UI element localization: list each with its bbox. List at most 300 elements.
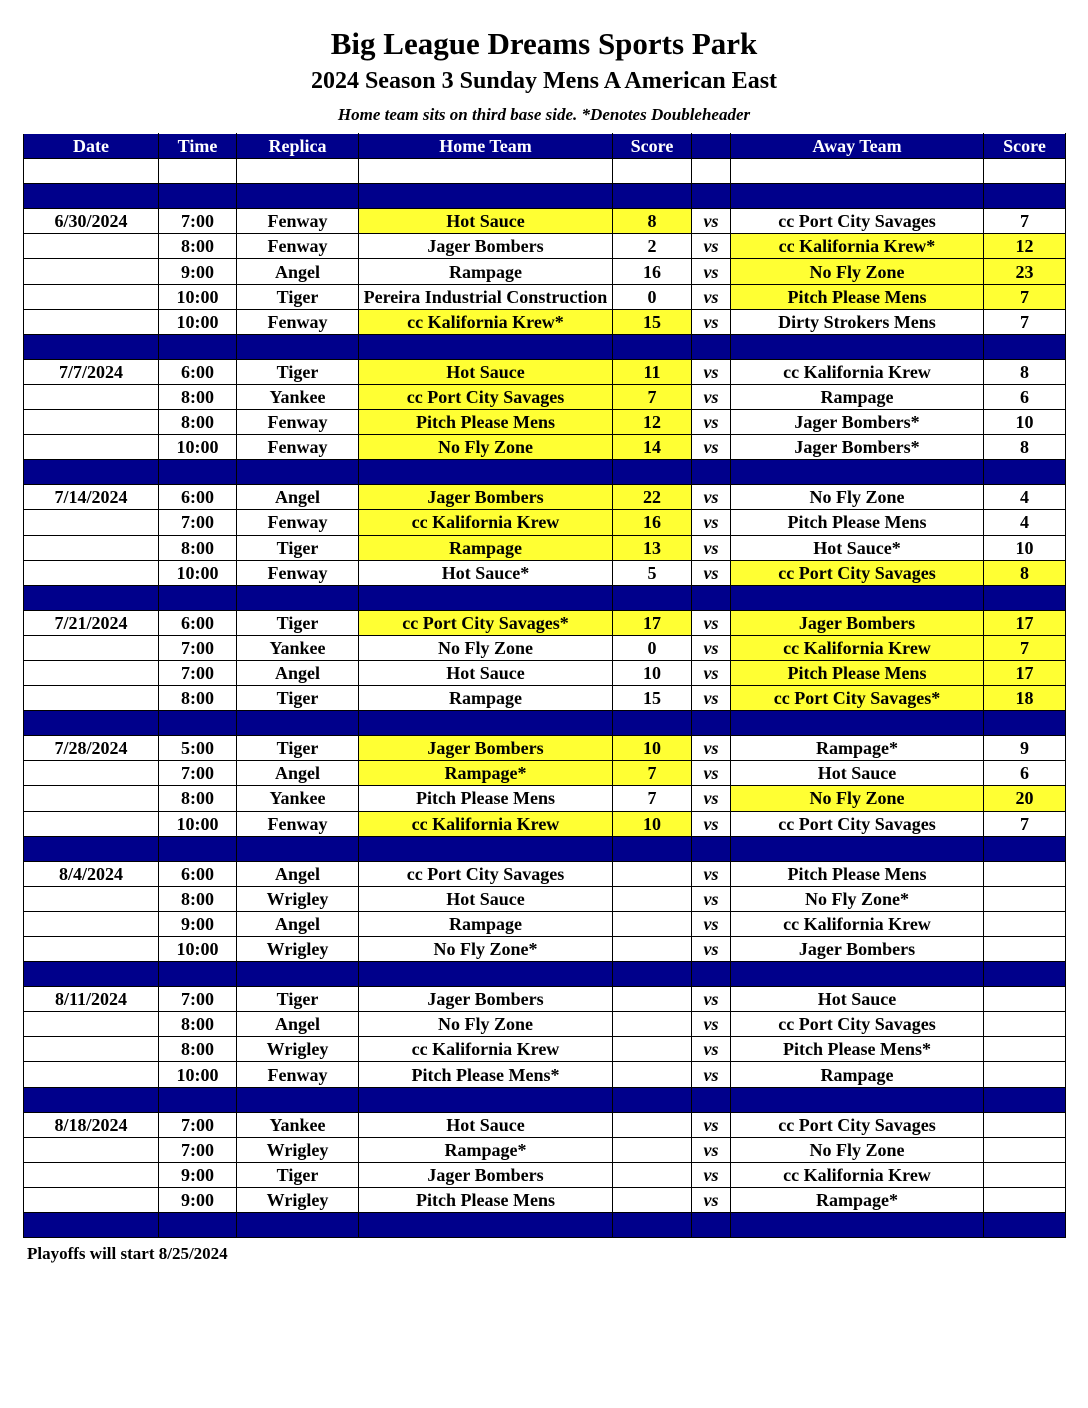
date-cell	[24, 811, 159, 836]
vs-cell: vs	[692, 635, 731, 660]
empty-cell	[237, 184, 359, 209]
vs-cell: vs	[692, 1037, 731, 1062]
game-row	[24, 1037, 1066, 1062]
game-row	[24, 560, 1066, 585]
empty-cell	[237, 334, 359, 359]
empty-cell	[613, 962, 692, 987]
vs-cell: vs	[692, 761, 731, 786]
date-cell: 7/28/2024	[24, 736, 159, 761]
empty-cell	[159, 1087, 237, 1112]
empty-cell	[731, 1213, 984, 1238]
game-row	[24, 635, 1066, 660]
time-cell: 10:00	[159, 560, 237, 585]
away-score-cell	[984, 911, 1066, 936]
replica-cell: Yankee	[237, 635, 359, 660]
date-cell: 7/14/2024	[24, 485, 159, 510]
empty-cell	[984, 1213, 1066, 1238]
away-score-cell	[984, 1012, 1066, 1037]
doubleheader-note: Home team sits on third base side. *Denotes Doubleheader	[337, 105, 751, 124]
time-cell: 10:00	[159, 1062, 237, 1087]
time-cell: 9:00	[159, 1187, 237, 1212]
home-score-cell: 15	[613, 686, 692, 711]
empty-cell	[731, 1087, 984, 1112]
separator-row	[24, 836, 1066, 861]
time-cell: 8:00	[159, 786, 237, 811]
empty-cell	[731, 184, 984, 209]
away-team-cell: cc Port City Savages	[731, 560, 984, 585]
home-score-cell	[613, 861, 692, 886]
away-score-cell: 7	[984, 635, 1066, 660]
schedule-table	[23, 133, 1066, 1238]
empty-cell	[359, 962, 613, 987]
date-cell	[24, 886, 159, 911]
replica-cell: Angel	[237, 485, 359, 510]
empty-cell	[692, 585, 731, 610]
col-home-score: Score	[613, 134, 692, 159]
col-date: Date	[24, 134, 159, 159]
time-cell: 6:00	[159, 359, 237, 384]
replica-cell: Wrigley	[237, 1137, 359, 1162]
home-team-cell: Jager Bombers	[359, 987, 613, 1012]
home-score-cell	[613, 886, 692, 911]
date-cell	[24, 384, 159, 409]
empty-cell	[692, 1087, 731, 1112]
game-row	[24, 384, 1066, 409]
away-score-cell: 7	[984, 209, 1066, 234]
date-cell	[24, 786, 159, 811]
empty-cell	[159, 334, 237, 359]
away-team-cell: Hot Sauce*	[731, 535, 984, 560]
replica-cell: Tiger	[237, 610, 359, 635]
date-cell	[24, 686, 159, 711]
empty-cell	[613, 334, 692, 359]
empty-cell	[731, 460, 984, 485]
empty-cell	[237, 159, 359, 184]
game-row	[24, 610, 1066, 635]
game-row	[24, 1012, 1066, 1037]
home-score-cell	[613, 911, 692, 936]
home-team-cell: Jager Bombers	[359, 1162, 613, 1187]
empty-cell	[731, 711, 984, 736]
time-cell: 10:00	[159, 811, 237, 836]
away-team-cell: Dirty Strokers Mens	[731, 309, 984, 334]
away-team-cell: cc Kalifornia Krew	[731, 911, 984, 936]
away-team-cell: Jager Bombers	[731, 610, 984, 635]
game-row	[24, 259, 1066, 284]
away-score-cell: 7	[984, 284, 1066, 309]
empty-cell	[613, 460, 692, 485]
separator-row	[24, 585, 1066, 610]
date-cell	[24, 435, 159, 460]
home-team-cell: Rampage*	[359, 761, 613, 786]
time-cell: 10:00	[159, 435, 237, 460]
empty-cell	[237, 836, 359, 861]
game-row	[24, 510, 1066, 535]
date-cell	[24, 937, 159, 962]
game-row	[24, 485, 1066, 510]
away-score-cell: 17	[984, 610, 1066, 635]
away-team-cell: cc Kalifornia Krew	[731, 359, 984, 384]
empty-cell	[24, 460, 159, 485]
vs-cell: vs	[692, 209, 731, 234]
game-row	[24, 1062, 1066, 1087]
game-row	[24, 736, 1066, 761]
time-cell: 7:00	[159, 209, 237, 234]
home-score-cell: 5	[613, 560, 692, 585]
away-team-cell: Jager Bombers*	[731, 435, 984, 460]
separator-row	[24, 334, 1066, 359]
replica-cell: Fenway	[237, 309, 359, 334]
replica-cell: Tiger	[237, 686, 359, 711]
away-score-cell: 20	[984, 786, 1066, 811]
replica-cell: Tiger	[237, 736, 359, 761]
home-team-cell: Jager Bombers	[359, 234, 613, 259]
empty-cell	[159, 460, 237, 485]
game-row	[24, 309, 1066, 334]
home-team-cell: Pitch Please Mens	[359, 410, 613, 435]
date-cell	[24, 259, 159, 284]
home-team-cell: Hot Sauce	[359, 660, 613, 685]
replica-cell: Fenway	[237, 234, 359, 259]
date-cell	[24, 1037, 159, 1062]
away-score-cell: 10	[984, 535, 1066, 560]
separator-row	[24, 460, 1066, 485]
time-cell: 8:00	[159, 535, 237, 560]
date-cell: 8/11/2024	[24, 987, 159, 1012]
time-cell: 7:00	[159, 510, 237, 535]
away-team-cell: Rampage	[731, 384, 984, 409]
vs-cell: vs	[692, 1012, 731, 1037]
empty-cell	[237, 1087, 359, 1112]
home-score-cell: 7	[613, 786, 692, 811]
away-score-cell	[984, 861, 1066, 886]
game-row	[24, 761, 1066, 786]
replica-cell: Angel	[237, 1012, 359, 1037]
away-score-cell: 4	[984, 485, 1066, 510]
home-score-cell: 7	[613, 761, 692, 786]
home-team-cell: cc Kalifornia Krew*	[359, 309, 613, 334]
replica-cell: Fenway	[237, 811, 359, 836]
date-cell: 7/7/2024	[24, 359, 159, 384]
time-cell: 6:00	[159, 485, 237, 510]
col-replica: Replica	[237, 134, 359, 159]
empty-cell	[159, 836, 237, 861]
replica-cell: Fenway	[237, 510, 359, 535]
time-cell: 8:00	[159, 384, 237, 409]
replica-cell: Fenway	[237, 410, 359, 435]
game-row	[24, 886, 1066, 911]
away-team-cell: Pitch Please Mens	[731, 284, 984, 309]
empty-cell	[24, 711, 159, 736]
vs-cell: vs	[692, 309, 731, 334]
vs-cell: vs	[692, 259, 731, 284]
away-team-cell: No Fly Zone	[731, 786, 984, 811]
col-away-team: Away Team	[731, 134, 984, 159]
away-team-cell: cc Kalifornia Krew	[731, 1162, 984, 1187]
game-row	[24, 410, 1066, 435]
away-team-cell: Pitch Please Mens	[731, 861, 984, 886]
vs-cell: vs	[692, 861, 731, 886]
empty-cell	[692, 159, 731, 184]
date-cell	[24, 1187, 159, 1212]
empty-cell	[159, 1213, 237, 1238]
away-score-cell	[984, 1062, 1066, 1087]
home-score-cell	[613, 1137, 692, 1162]
empty-cell	[24, 334, 159, 359]
empty-cell	[237, 962, 359, 987]
away-team-cell: cc Port City Savages*	[731, 686, 984, 711]
home-score-cell: 10	[613, 660, 692, 685]
home-team-cell: Hot Sauce	[359, 209, 613, 234]
game-row	[24, 660, 1066, 685]
game-row	[24, 234, 1066, 259]
vs-cell: vs	[692, 1187, 731, 1212]
separator-row	[24, 1213, 1066, 1238]
away-team-cell: No Fly Zone	[731, 259, 984, 284]
vs-cell: vs	[692, 535, 731, 560]
replica-cell: Tiger	[237, 535, 359, 560]
game-row	[24, 1112, 1066, 1137]
empty-cell	[692, 962, 731, 987]
game-row	[24, 535, 1066, 560]
vs-cell: vs	[692, 886, 731, 911]
away-score-cell: 4	[984, 510, 1066, 535]
game-row	[24, 786, 1066, 811]
home-score-cell	[613, 987, 692, 1012]
empty-cell	[731, 962, 984, 987]
vs-cell: vs	[692, 610, 731, 635]
vs-cell: vs	[692, 284, 731, 309]
home-team-cell: cc Kalifornia Krew	[359, 1037, 613, 1062]
home-score-cell: 13	[613, 535, 692, 560]
date-cell	[24, 635, 159, 660]
replica-cell: Yankee	[237, 786, 359, 811]
empty-cell	[359, 1213, 613, 1238]
date-cell	[24, 660, 159, 685]
time-cell: 7:00	[159, 1137, 237, 1162]
vs-cell: vs	[692, 1137, 731, 1162]
date-cell	[24, 911, 159, 936]
empty-cell	[692, 836, 731, 861]
empty-cell	[731, 159, 984, 184]
time-cell: 10:00	[159, 937, 237, 962]
empty-cell	[237, 585, 359, 610]
empty-cell	[613, 836, 692, 861]
replica-cell: Wrigley	[237, 937, 359, 962]
date-cell	[24, 535, 159, 560]
away-team-cell: No Fly Zone	[731, 1137, 984, 1162]
home-score-cell: 2	[613, 234, 692, 259]
home-team-cell: No Fly Zone*	[359, 937, 613, 962]
empty-cell	[359, 711, 613, 736]
time-cell: 7:00	[159, 1112, 237, 1137]
empty-cell	[237, 460, 359, 485]
home-score-cell	[613, 1162, 692, 1187]
empty-cell	[731, 334, 984, 359]
empty-cell	[731, 585, 984, 610]
empty-cell	[359, 159, 613, 184]
away-team-cell: Pitch Please Mens	[731, 510, 984, 535]
vs-cell: vs	[692, 736, 731, 761]
date-cell	[24, 1012, 159, 1037]
home-team-cell: No Fly Zone	[359, 1012, 613, 1037]
home-team-cell: Rampage	[359, 911, 613, 936]
empty-cell	[984, 334, 1066, 359]
game-row	[24, 811, 1066, 836]
empty-cell	[984, 962, 1066, 987]
replica-cell: Fenway	[237, 1062, 359, 1087]
vs-cell: vs	[692, 911, 731, 936]
away-score-cell	[984, 1187, 1066, 1212]
home-team-cell: Jager Bombers	[359, 736, 613, 761]
time-cell: 8:00	[159, 1012, 237, 1037]
empty-cell	[24, 962, 159, 987]
empty-cell	[237, 1213, 359, 1238]
away-team-cell: Pitch Please Mens*	[731, 1037, 984, 1062]
time-cell: 8:00	[159, 886, 237, 911]
away-score-cell: 7	[984, 811, 1066, 836]
time-cell: 8:00	[159, 686, 237, 711]
game-row	[24, 435, 1066, 460]
home-score-cell	[613, 1037, 692, 1062]
empty-cell	[24, 184, 159, 209]
empty-cell	[984, 585, 1066, 610]
home-team-cell: No Fly Zone	[359, 635, 613, 660]
empty-cell	[24, 585, 159, 610]
away-score-cell: 6	[984, 384, 1066, 409]
empty-cell	[159, 159, 237, 184]
away-team-cell: Hot Sauce	[731, 761, 984, 786]
empty-cell	[984, 184, 1066, 209]
away-team-cell: Rampage*	[731, 1187, 984, 1212]
vs-cell: vs	[692, 410, 731, 435]
col-vs	[692, 134, 731, 159]
empty-cell	[359, 334, 613, 359]
date-cell	[24, 510, 159, 535]
away-team-cell: Pitch Please Mens	[731, 660, 984, 685]
home-team-cell: Pitch Please Mens*	[359, 1062, 613, 1087]
home-team-cell: Rampage	[359, 259, 613, 284]
time-cell: 9:00	[159, 1162, 237, 1187]
empty-cell	[613, 585, 692, 610]
vs-cell: vs	[692, 560, 731, 585]
home-score-cell: 15	[613, 309, 692, 334]
replica-cell: Angel	[237, 259, 359, 284]
game-row	[24, 937, 1066, 962]
home-score-cell: 14	[613, 435, 692, 460]
home-score-cell: 12	[613, 410, 692, 435]
empty-cell	[613, 1087, 692, 1112]
empty-cell	[24, 1087, 159, 1112]
home-team-cell: Rampage*	[359, 1137, 613, 1162]
home-team-cell: cc Kalifornia Krew	[359, 811, 613, 836]
game-row	[24, 284, 1066, 309]
away-team-cell: Rampage	[731, 1062, 984, 1087]
empty-cell	[359, 1087, 613, 1112]
playoffs-note: Playoffs will start 8/25/2024	[27, 1244, 228, 1263]
away-team-cell: Rampage*	[731, 736, 984, 761]
replica-cell: Tiger	[237, 284, 359, 309]
game-row	[24, 1162, 1066, 1187]
away-score-cell	[984, 886, 1066, 911]
separator-row	[24, 1087, 1066, 1112]
home-team-cell: cc Port City Savages*	[359, 610, 613, 635]
replica-cell: Angel	[237, 911, 359, 936]
away-team-cell: cc Kalifornia Krew	[731, 635, 984, 660]
home-score-cell: 10	[613, 736, 692, 761]
empty-cell	[984, 836, 1066, 861]
away-score-cell	[984, 987, 1066, 1012]
date-cell	[24, 761, 159, 786]
replica-cell: Wrigley	[237, 1187, 359, 1212]
home-team-cell: No Fly Zone	[359, 435, 613, 460]
away-team-cell: cc Port City Savages	[731, 811, 984, 836]
time-cell: 7:00	[159, 635, 237, 660]
away-team-cell: cc Port City Savages	[731, 1112, 984, 1137]
date-cell	[24, 1062, 159, 1087]
away-team-cell: No Fly Zone	[731, 485, 984, 510]
replica-cell: Angel	[237, 660, 359, 685]
home-score-cell: 8	[613, 209, 692, 234]
empty-cell	[237, 711, 359, 736]
empty-cell	[984, 711, 1066, 736]
empty-cell	[692, 460, 731, 485]
replica-cell: Yankee	[237, 1112, 359, 1137]
date-cell	[24, 410, 159, 435]
away-team-cell: Jager Bombers*	[731, 410, 984, 435]
away-score-cell: 9	[984, 736, 1066, 761]
away-score-cell	[984, 1137, 1066, 1162]
time-cell: 10:00	[159, 309, 237, 334]
away-score-cell: 17	[984, 660, 1066, 685]
home-score-cell: 10	[613, 811, 692, 836]
home-team-cell: Jager Bombers	[359, 485, 613, 510]
home-team-cell: Pereira Industrial Construction	[359, 284, 613, 309]
empty-cell	[159, 962, 237, 987]
empty-cell	[613, 1213, 692, 1238]
home-score-cell	[613, 1112, 692, 1137]
away-score-cell	[984, 1112, 1066, 1137]
empty-cell	[984, 159, 1066, 184]
empty-cell	[984, 460, 1066, 485]
date-cell: 6/30/2024	[24, 209, 159, 234]
vs-cell: vs	[692, 384, 731, 409]
home-score-cell	[613, 1187, 692, 1212]
vs-cell: vs	[692, 660, 731, 685]
home-score-cell: 16	[613, 259, 692, 284]
empty-cell	[359, 460, 613, 485]
separator-row	[24, 962, 1066, 987]
home-score-cell: 0	[613, 284, 692, 309]
game-row	[24, 911, 1066, 936]
away-score-cell: 8	[984, 560, 1066, 585]
empty-cell	[159, 184, 237, 209]
vs-cell: vs	[692, 937, 731, 962]
replica-cell: Fenway	[237, 560, 359, 585]
home-score-cell	[613, 1012, 692, 1037]
time-cell: 7:00	[159, 660, 237, 685]
away-score-cell	[984, 1037, 1066, 1062]
home-score-cell	[613, 937, 692, 962]
home-score-cell: 0	[613, 635, 692, 660]
empty-cell	[613, 184, 692, 209]
vs-cell: vs	[692, 686, 731, 711]
away-score-cell: 8	[984, 359, 1066, 384]
empty-cell	[359, 585, 613, 610]
away-team-cell: cc Port City Savages	[731, 209, 984, 234]
home-team-cell: Rampage	[359, 686, 613, 711]
home-score-cell: 22	[613, 485, 692, 510]
